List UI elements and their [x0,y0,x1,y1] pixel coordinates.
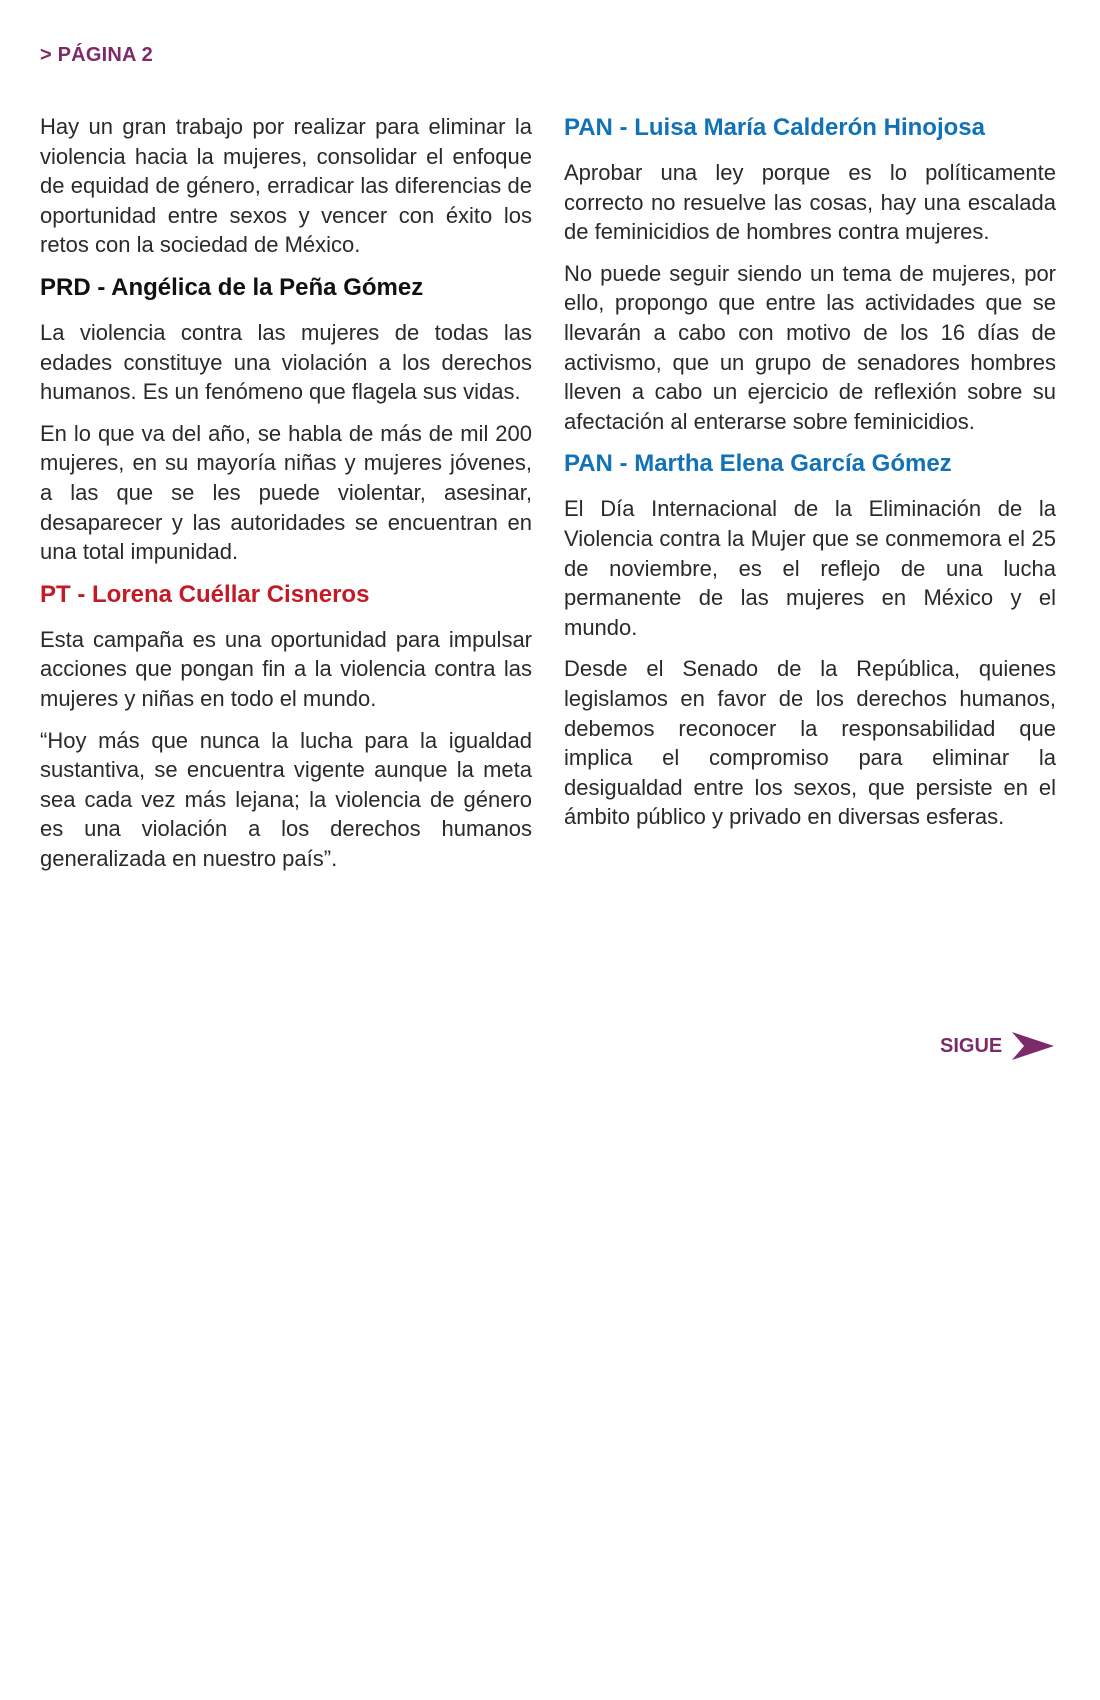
pan-garcia-heading: PAN - Martha Elena García Gómez [564,450,952,478]
prd-paragraph-2: En lo que va del año, se habla de más de mil 200 mujeres, en su mayoría niñas y mujeres jóvenes, a las que se les puede violentar, asesinar, desaparecer y las autoridades se encuentran en una total impunidad. [40,420,532,565]
left-column [40,112,532,885]
prd-paragraph-1: La violencia contra las mujeres de todas las edades constituye una violación a los derechos humanos. Es un fenómeno que flagela sus vidas. [40,319,532,405]
pt-heading: PT - Lorena Cuéllar Cisneros [40,580,370,608]
arrow-right-icon [1010,1030,1056,1062]
next-page-label: SIGUE [940,1034,1003,1057]
pt-paragraph-2: “Hoy más que nunca la lucha para la igualdad sustantiva, se encuentra vigente aunque la meta sea cada vez más lejana; la violencia de género es una violación a los derechos humanos generalizada en nuestro país”. [40,727,532,871]
pan-calderon-paragraph-1: Aprobar una ley porque es lo políticamente correcto no resuelve las cosas, hay una escalada de feminicidios de hombres contra mujeres. [564,160,1056,245]
prd-heading: PRD - Angélica de la Peña Gómez [40,273,424,301]
pt-paragraph-1: Esta campaña es una oportunidad para impulsar acciones que pongan fin a la violencia contra las mujeres y niñas en todo el mundo. [40,626,532,711]
right-column [564,112,1056,844]
pan-calderon-heading: PAN - Luisa María Calderón Hinojosa [564,114,985,141]
intro-paragraph: Hay un gran trabajo por realizar para eliminar la violencia hacia la mujeres, consolidar el enfoque de equidad de género, erradicar las diferencias de oportunidad entre sexos y vencer con éxito los retos con la sociedad de México. [40,114,532,258]
page-label: > PÁGINA 2 [40,44,153,66]
pan-garcia-paragraph-1: El Día Internacional de la Eliminación de la Violencia contra la Mujer que se conmemora el 25 de noviembre, es el reflejo de una lucha permanente de las mujeres en México y el mundo. [564,496,1056,640]
next-page-link[interactable] [940,1030,1056,1062]
pan-calderon-paragraph-2: No puede seguir siendo un tema de mujeres, por ello, propongo que entre las actividades que se llevarán a cabo con motivo de los 16 días de activismo, que un grupo de senadores hombres lleven a cabo un ejercicio de reflexión sobre su afectación al enterarse sobre feminicidios. [564,260,1056,434]
pan-garcia-paragraph-2: Desde el Senado de la República, quienes legislamos en favor de los derechos humanos, debemos reconocer la responsabilidad que implica el compromiso para eliminar la desigualdad entre los sexos, que persiste en el ámbito público y privado en diversas esferas. [564,656,1056,830]
